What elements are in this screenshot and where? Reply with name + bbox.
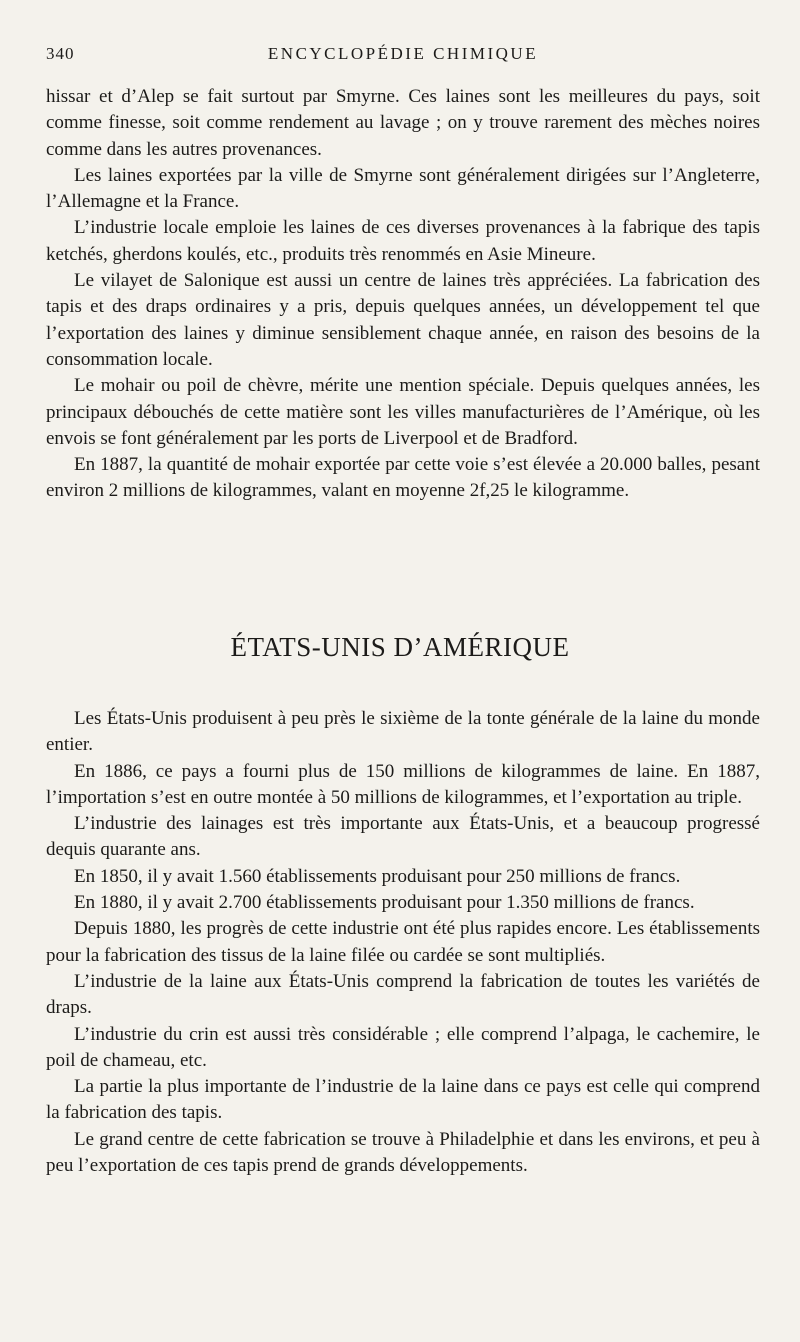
paragraph: Depuis 1880, les progrès de cette industrie ont été plus rapides encore. Les établissements pour la fabrication des tissus de la laine filée ou cardée se sont multipliés. — [46, 918, 760, 966]
paragraph: Le mohair ou poil de chèvre, mérite une mention spéciale. Depuis quelques années, les principaux débouchés de cette matière sont les villes manufacturières de l’Amérique, où les envois se font généralement par les ports de Liverpool et de Bradford. — [46, 375, 760, 449]
paragraph: En 1887, la quantité de mohair exportée par cette voie s’est élevée a 20.000 balles, pesant environ 2 millions de kilogrammes, valant en moyenne 2f,25 le kilogramme. — [46, 454, 760, 502]
page-number: 340 — [46, 44, 75, 63]
section-heading: ÉTATS-UNIS D’AMÉRIQUE — [230, 632, 570, 662]
text-block-top — [46, 84, 760, 505]
paragraph: En 1880, il y avait 2.700 établissements produisant pour 1.350 millions de francs. — [74, 892, 695, 914]
paragraph: En 1886, ce pays a fourni plus de 150 millions de kilogrammes de laine. En 1887, l’importation s’est en outre montée à 50 millions de kilogrammes, et l’exportation au triple. — [46, 760, 760, 808]
paragraph: Le grand centre de cette fabrication se trouve à Philadelphie et dans les environs, et peu à peu l’exportation de ces tapis prend de grands développements. — [46, 1128, 760, 1177]
paragraph: Les laines exportées par la ville de Smyrne sont généralement dirigées sur l’Angleterre, l’Allemagne et la France. — [46, 164, 760, 213]
running-header — [46, 44, 760, 70]
paragraph: L’industrie de la laine aux États-Unis comprend la fabrication de toutes les variétés de draps. — [46, 970, 760, 1019]
text-block-bottom — [46, 706, 760, 1179]
paragraph: Les États-Unis produisent à peu près le sixième de la tonte générale de la laine du monde entier. — [46, 708, 760, 756]
paragraph: hissar et d’Alep se fait surtout par Smyrne. Ces laines sont les meilleures du pays, soit comme finesse, soit comme rendement au lavage ; on y trouve rarement des mèches noires comme dans les autres provenances. — [46, 86, 760, 160]
paragraph: Le vilayet de Salonique est aussi un centre de laines très appréciées. La fabrication des tapis et des draps ordinaires y a pris, depuis quelques années, un développement tel que l’exportation des laines y diminue sensiblement chaque année, en raison des besoins de la consommation locale. — [46, 270, 760, 370]
paragraph: L’industrie locale emploie les laines de ces diverses provenances à la fabrique des tapis ketchés, gherdons koulés, etc., produits très renommés en Asie Mineure. — [46, 217, 760, 265]
paragraph: L’industrie du crin est aussi très considérable ; elle comprend l’alpaga, le cachemire, le poil de chameau, etc. — [46, 1023, 760, 1071]
paragraph: La partie la plus importante de l’industrie de la laine dans ce pays est celle qui comprend la fabrication des tapis. — [46, 1076, 760, 1124]
paragraph: L’industrie des lainages est très importante aux États-Unis, et a beaucoup progressé dequis quarante ans. — [46, 813, 760, 861]
running-title: ENCYCLOPÉDIE CHIMIQUE — [267, 44, 539, 63]
paragraph: En 1850, il y avait 1.560 établissements produisant pour 250 millions de francs. — [74, 865, 681, 887]
